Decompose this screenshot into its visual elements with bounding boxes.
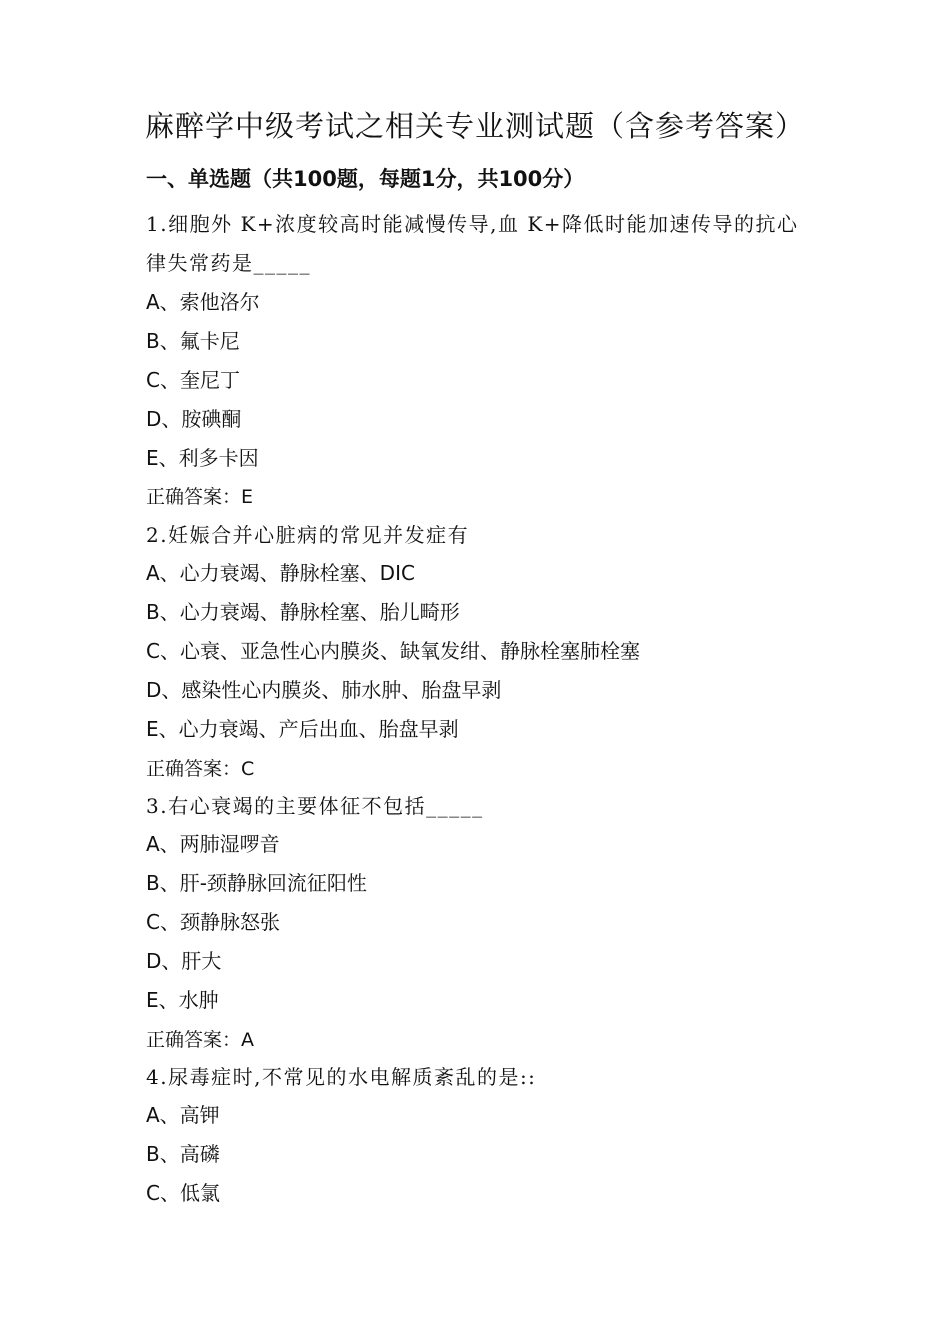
answer-option: C、低氯 xyxy=(146,1181,220,1205)
question-stem: 2.妊娠合并心脏病的常见并发症有 xyxy=(146,523,470,547)
answer-option: D、肝大 xyxy=(146,949,222,973)
question-stem: 4.尿毒症时,不常见的水电解质紊乱的是:: xyxy=(146,1065,537,1089)
answer-option: C、颈静脉怒张 xyxy=(146,910,280,934)
answer-option: E、利多卡因 xyxy=(146,446,259,470)
correct-answer: 正确答案：A xyxy=(146,1029,254,1051)
answer-option: A、心力衰竭、静脉栓塞、DIC xyxy=(146,561,415,585)
answer-option: D、胺碘酮 xyxy=(146,407,242,431)
correct-answer: 正确答案：C xyxy=(146,758,255,780)
question-stem: 3.右心衰竭的主要体征不包括_____ xyxy=(146,794,484,818)
question-stem: 律失常药是_____ xyxy=(146,251,311,275)
answer-option: B、心力衰竭、静脉栓塞、胎儿畸形 xyxy=(146,600,460,624)
answer-option: B、高磷 xyxy=(146,1142,220,1166)
answer-option: D、感染性心内膜炎、肺水肿、胎盘早剥 xyxy=(146,678,502,702)
answer-option: C、奎尼丁 xyxy=(146,368,240,392)
correct-answer: 正确答案：E xyxy=(146,486,254,508)
question-stem: 1.细胞外 K+浓度较高时能减慢传导,血 K+降低时能加速传导的抗心 xyxy=(146,212,799,236)
answer-option: A、索他洛尔 xyxy=(146,290,260,314)
answer-option: C、心衰、亚急性心内膜炎、缺氧发绀、静脉栓塞肺栓塞 xyxy=(146,639,640,663)
answer-option: A、两肺湿啰音 xyxy=(146,832,280,856)
answer-option: B、肝-颈静脉回流征阳性 xyxy=(146,871,367,895)
answer-option: A、高钾 xyxy=(146,1103,220,1127)
section-heading: 一、单选题（共100题，每题1分，共100分） xyxy=(146,167,585,191)
answer-option: E、水肿 xyxy=(146,988,219,1012)
answer-option: E、心力衰竭、产后出血、胎盘早剥 xyxy=(146,717,459,741)
answer-option: B、氟卡尼 xyxy=(146,329,240,353)
page-title: 麻醉学中级考试之相关专业测试题（含参考答案） xyxy=(144,109,805,143)
